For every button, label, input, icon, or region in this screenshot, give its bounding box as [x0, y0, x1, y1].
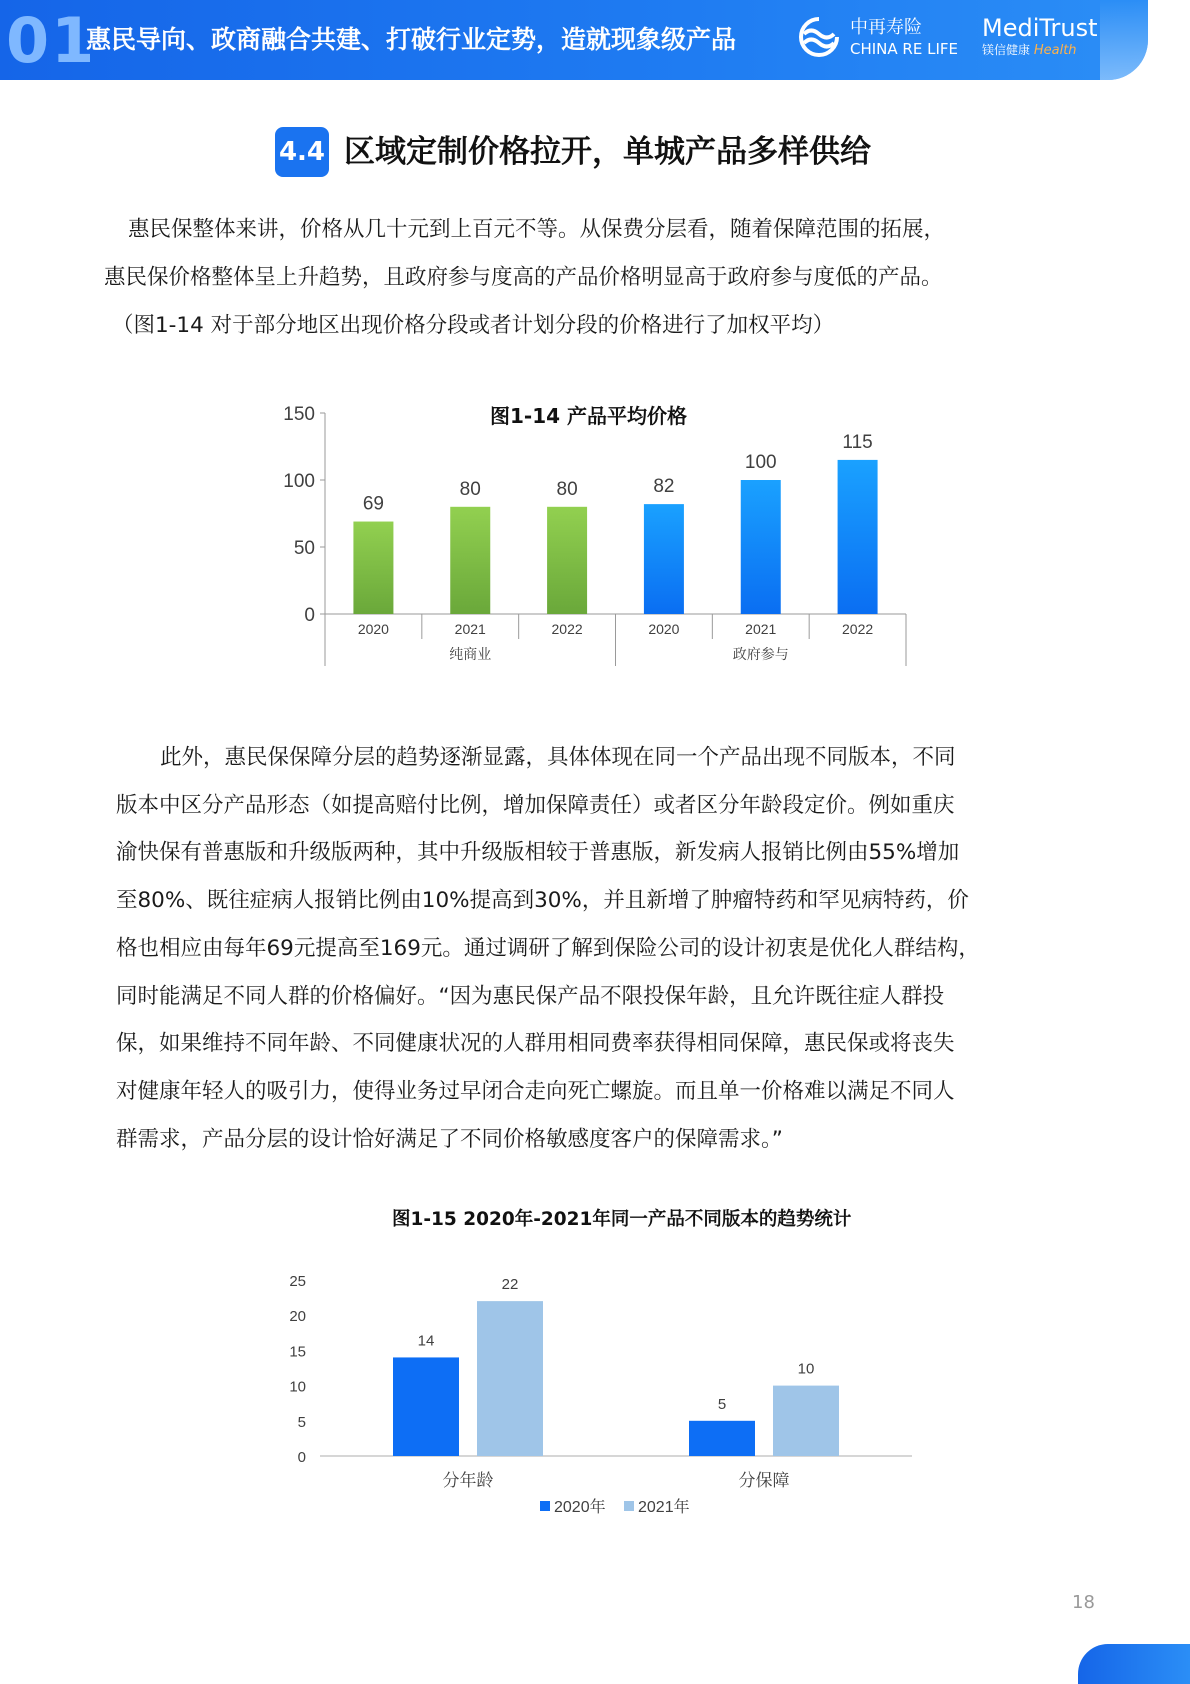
x-tick-label: 2020 [648, 621, 680, 637]
data-label: 80 [459, 478, 481, 500]
x-tick-label: 分年龄 [442, 1471, 494, 1490]
bar [353, 522, 393, 614]
data-label: 69 [362, 493, 384, 515]
text-line: 至80%、既往症病人报销比例由10%提高到30%，并且新增了肿瘤特药和罕见病特药，价 [116, 888, 969, 914]
wave-icon [798, 16, 840, 58]
corner-decoration [1078, 1644, 1190, 1684]
x-tick-label: 2020 [357, 621, 389, 637]
bar [393, 1357, 459, 1456]
section-number-badge: 4.4 [275, 127, 329, 177]
x-tick-label: 2021 [454, 621, 486, 637]
text-line: 版本中区分产品形态（如提高赔付比例，增加保障责任）或者区分年龄段定价。例如重庆 [116, 792, 955, 818]
y-tick-label: 150 [283, 404, 315, 425]
group-label: 政府参与 [732, 646, 789, 662]
text-line: 惠民保价格整体呈上升趋势，且政府参与度高的产品价格明显高于政府参与度低的产品。 [104, 265, 943, 290]
legend-swatch [540, 1501, 550, 1511]
y-tick-label: 10 [289, 1378, 306, 1396]
text-line: 渝快保有普惠版和升级版两种，其中升级版相较于普惠版，新发病人报销比例由55%增加 [116, 840, 960, 866]
data-label: 22 [501, 1276, 519, 1294]
y-tick-label: 0 [304, 605, 315, 626]
text-line: 保，如果维持不同年龄、不同健康状况的人群用相同费率获得相同保障，惠民保或将丧失 [116, 1031, 955, 1057]
text-line: 同时能满足不同人群的价格偏好。“因为惠民保产品不限投保年龄，且允许既往症人群投 [116, 983, 945, 1009]
header-banner [0, 0, 1148, 80]
y-tick-label: 100 [283, 471, 315, 492]
x-tick-label: 2022 [551, 621, 583, 637]
bar [838, 460, 878, 614]
bar [644, 504, 684, 614]
chart1-average-price [270, 395, 910, 685]
text-line: 惠民保整体来讲，价格从几十元到上百元不等。从保费分层看，随着保障范围的拓展， [128, 217, 946, 242]
group-label: 纯商业 [449, 646, 492, 662]
text-line: 群需求，产品分层的设计恰好满足了不同价格敏感度客户的保障需求。” [116, 1126, 783, 1152]
section-title: 区域定制价格拉开，单城产品多样供给 [344, 134, 871, 170]
bar [773, 1386, 839, 1456]
bar [450, 507, 490, 614]
intro-paragraph [104, 206, 945, 350]
chart2-version-trend [270, 1260, 930, 1520]
data-label: 14 [417, 1332, 435, 1350]
y-tick-label: 50 [293, 538, 315, 559]
text-line: （图1-14 对于部分地区出现价格分段或者计划分段的价格进行了加权平均） [112, 313, 835, 338]
data-label: 82 [653, 476, 675, 498]
y-tick-label: 25 [289, 1273, 306, 1290]
data-label: 5 [717, 1395, 727, 1413]
header-decoration [1100, 0, 1148, 80]
body-paragraph [116, 734, 980, 1163]
data-label: 100 [744, 452, 777, 473]
chart1-title: 图1-14 产品平均价格 [490, 404, 688, 428]
legend-swatch [624, 1501, 634, 1511]
chart2-title: 图1-15 2020年-2021年同一产品不同版本的趋势统计 [392, 1209, 852, 1230]
meditrust-logo: MediTrust 镁信健康 Health [982, 14, 1098, 58]
bar [547, 507, 587, 614]
data-label: 80 [556, 478, 578, 500]
text-line: 格也相应由每年69元提高至169元。通过调研了解到保险公司的设计初衷是优化人群结构， [116, 935, 980, 961]
y-tick-label: 5 [297, 1413, 306, 1431]
china-re-life-logo: 中再寿险 CHINA RE LIFE [798, 16, 968, 64]
page-number: 18 [1072, 1592, 1095, 1613]
chapter-title: 惠民导向、政商融合共建、打破行业定势，造就现象级产品 [86, 25, 737, 54]
y-tick-label: 15 [289, 1343, 306, 1361]
legend-label: 2020年 [554, 1499, 606, 1516]
x-tick-label: 2022 [842, 621, 874, 637]
bar [477, 1301, 543, 1456]
data-label: 115 [842, 431, 873, 453]
x-tick-label: 2021 [745, 621, 777, 637]
data-label: 10 [797, 1360, 815, 1378]
legend-label: 2021年 [638, 1499, 690, 1516]
y-tick-label: 20 [289, 1308, 306, 1326]
text-line: 此外，惠民保保障分层的趋势逐渐显露，具体体现在同一个产品出现不同版本，不同 [160, 745, 956, 770]
bar [689, 1421, 755, 1456]
text-line: 对健康年轻人的吸引力，使得业务过早闭合走向死亡螺旋。而且单一价格难以满足不同人 [116, 1078, 955, 1104]
chapter-number: 01 [6, 4, 97, 77]
bar [741, 480, 781, 614]
y-tick-label: 0 [297, 1449, 306, 1466]
x-tick-label: 分保障 [738, 1471, 790, 1490]
